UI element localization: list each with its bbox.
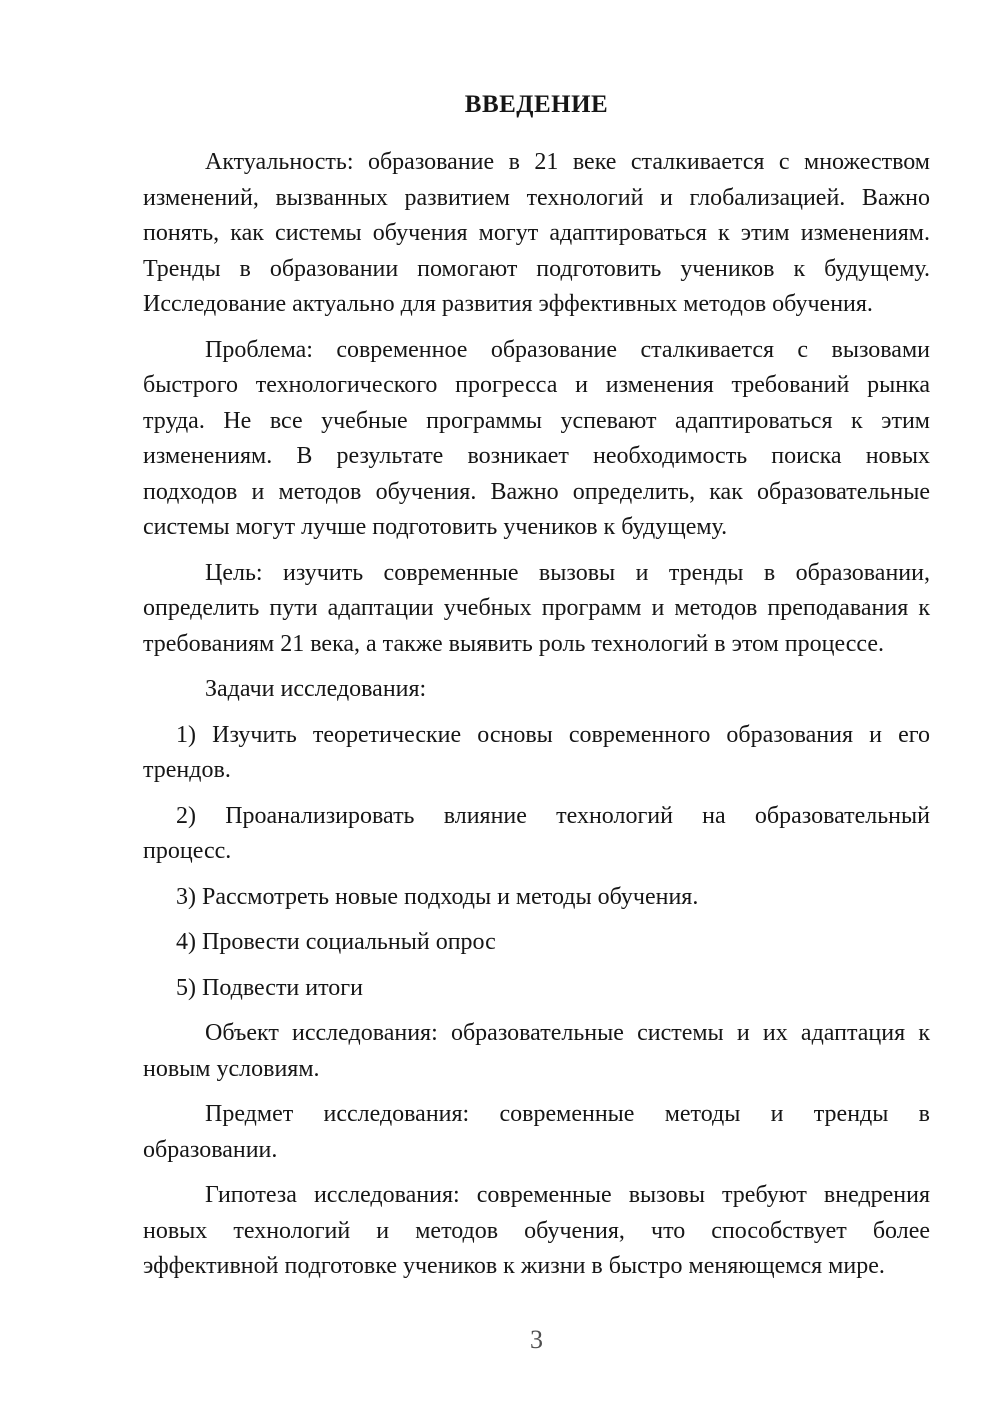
paragraph-line: Задачи исследования: bbox=[205, 676, 427, 702]
paragraph-line: изменений, вызванных развитием технологий и глобализацией. Важно bbox=[143, 184, 930, 211]
list-item bbox=[143, 971, 930, 1007]
paragraph-line: Гипотеза исследования: современные вызовы требуют внедрения bbox=[205, 1182, 930, 1208]
paragraph-line: Предмет исследования: современные методы и тренды в bbox=[205, 1101, 930, 1127]
list-item bbox=[143, 925, 930, 961]
list-item bbox=[143, 799, 930, 870]
document-content bbox=[143, 87, 930, 1285]
paragraph-line: образовании. bbox=[143, 1136, 278, 1163]
paragraph-line: системы могут лучше подготовить учеников к будущему. bbox=[143, 514, 728, 540]
paragraph-line: Тренды в образовании помогают подготовить учеников к будущему. bbox=[143, 255, 930, 282]
paragraph bbox=[143, 672, 930, 708]
paragraph-line: новым условиям. bbox=[143, 1055, 320, 1082]
paragraph-line: определить пути адаптации учебных программ и методов преподавания к bbox=[143, 595, 930, 621]
page-title: ВВЕДЕНИЕ bbox=[464, 91, 609, 118]
list-item-line: 5) Подвести итоги bbox=[176, 974, 363, 1001]
paragraph bbox=[143, 1178, 930, 1285]
list-item-line: процесс. bbox=[143, 838, 232, 864]
paragraph-line: требованиям 21 века, а также выявить роль технологий в этом процессе. bbox=[143, 630, 884, 657]
paragraph-line: Исследование актуально для развития эффективных методов обучения. bbox=[143, 291, 873, 317]
paragraph-line: эффективной подготовке учеников к жизни в быстро меняющемся мире. bbox=[143, 1253, 885, 1279]
list-item-line: 3) Рассмотреть новые подходы и методы обучения. bbox=[176, 883, 699, 910]
paragraph bbox=[143, 333, 930, 546]
list-item-line: 4) Провести социальный опрос bbox=[176, 929, 496, 955]
list-item-line: 1) Изучить теоретические основы современного образования и его bbox=[176, 721, 930, 748]
paragraph-line: понять, как системы обучения могут адаптироваться к этим изменениям. bbox=[143, 220, 930, 246]
paragraph-line: Проблема: современное образование сталкивается с вызовами bbox=[205, 336, 930, 363]
list-item bbox=[143, 880, 930, 916]
paragraph bbox=[143, 1016, 930, 1087]
list-item bbox=[143, 718, 930, 789]
paragraph-line: Цель: изучить современные вызовы и тренды в образовании, bbox=[205, 559, 930, 586]
list-item-line: трендов. bbox=[143, 757, 231, 783]
paragraph-line: быстрого технологического прогресса и изменения требований рынка bbox=[143, 372, 930, 398]
paragraph bbox=[143, 145, 930, 323]
paragraph bbox=[143, 1097, 930, 1168]
document-body bbox=[143, 145, 930, 1285]
paragraph-line: новых технологий и методов обучения, что способствует более bbox=[143, 1217, 930, 1244]
list-item-line: 2) Проанализировать влияние технологий на образовательный bbox=[176, 802, 930, 829]
paragraph-line: труда. Не все учебные программы успевают адаптироваться к этим bbox=[143, 407, 930, 434]
page-number: 3 bbox=[530, 1325, 543, 1354]
paragraph bbox=[143, 556, 930, 663]
paragraph-line: изменениям. В результате возникает необходимость поиска новых bbox=[143, 443, 930, 469]
paragraph-line: Объект исследования: образовательные системы и их адаптация к bbox=[205, 1020, 930, 1046]
paragraph-line: подходов и методов обучения. Важно определить, как образовательные bbox=[143, 478, 930, 505]
paragraph-line: Актуальность: образование в 21 веке сталкивается с множеством bbox=[205, 149, 930, 175]
